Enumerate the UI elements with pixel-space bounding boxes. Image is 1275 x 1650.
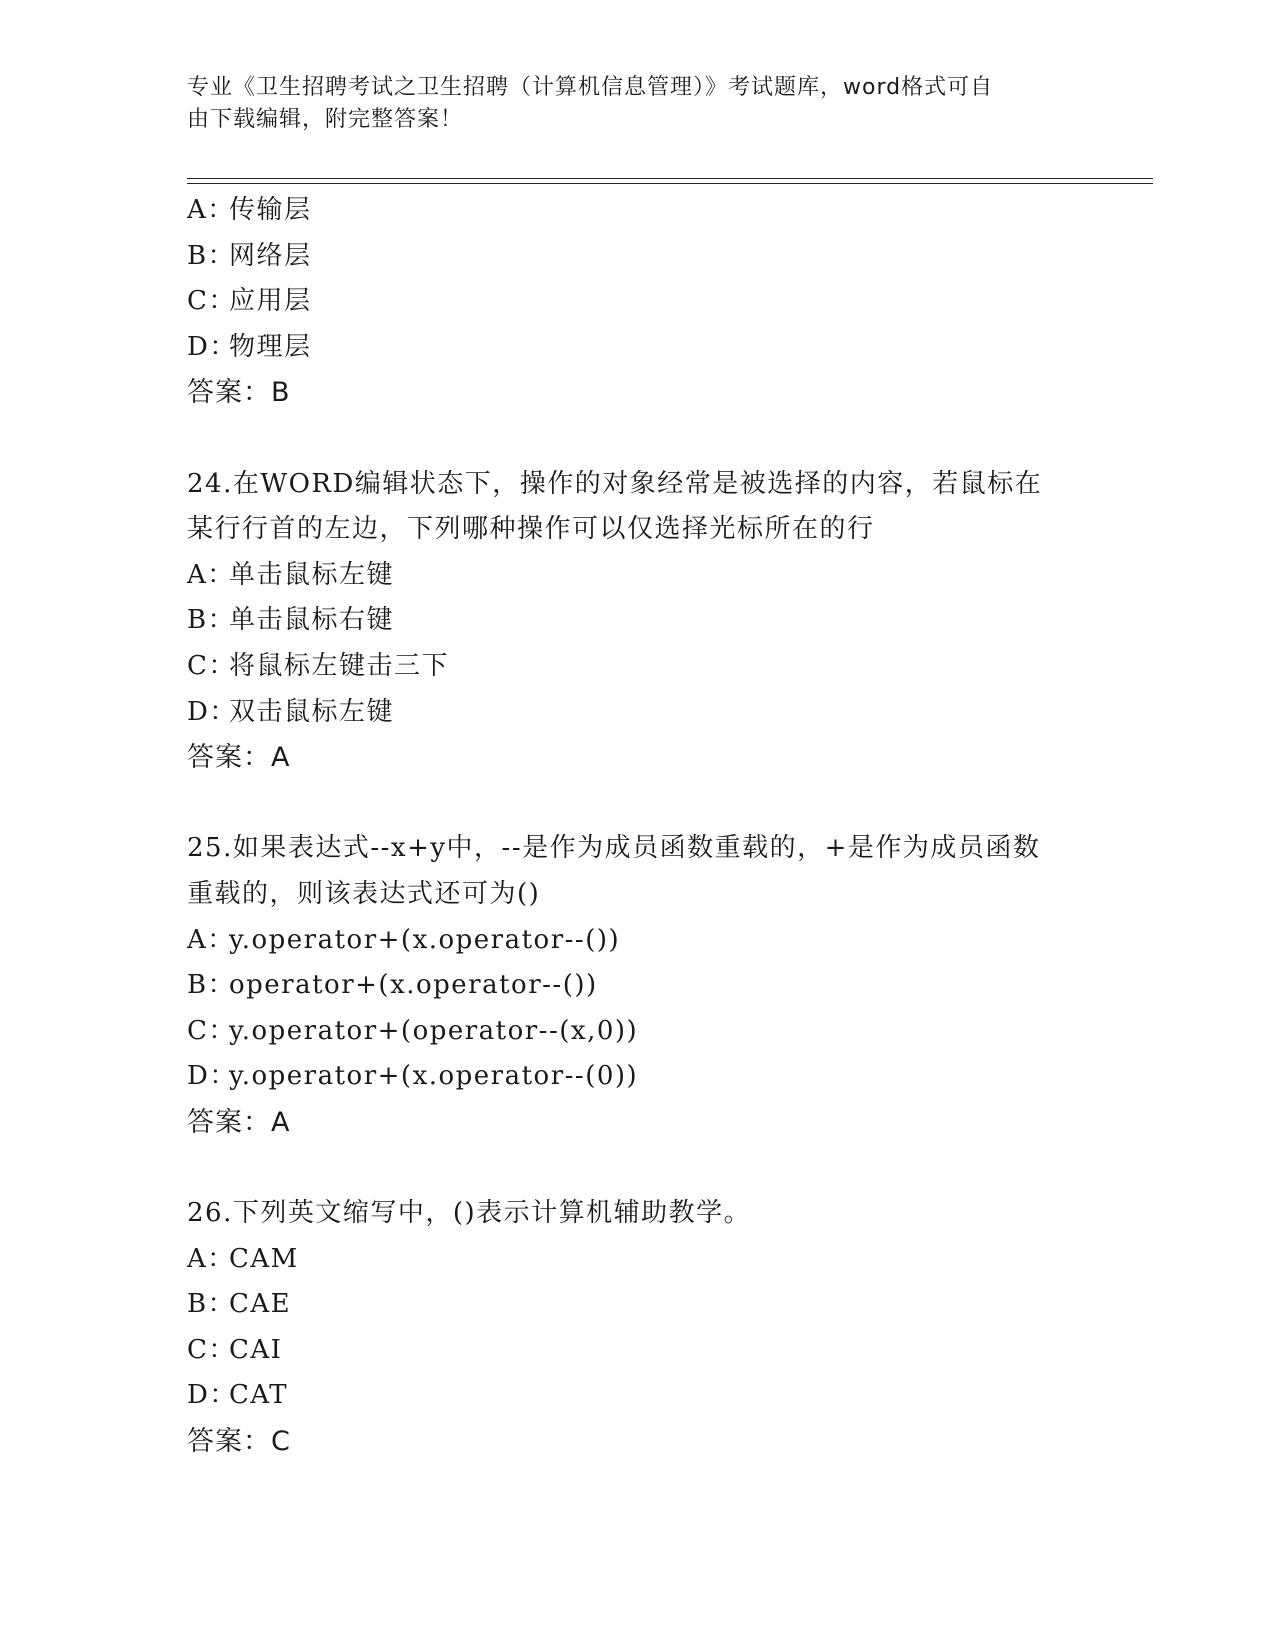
option-label: D：: [187, 1380, 237, 1411]
header-line-1: 专业《卫生招聘考试之卫生招聘（计算机信息管理）》考试题库，word格式可自: [187, 75, 994, 100]
question-stem-line-1: 25.如果表达式--x+y中，--是作为成员函数重载的，+是作为成员函数: [187, 833, 1041, 864]
question-24: [187, 462, 1127, 781]
option-text: CAT: [229, 1380, 289, 1411]
option-c: [187, 1328, 1127, 1374]
option-text: 网络层: [229, 240, 312, 271]
option-a: [187, 188, 1127, 234]
option-label: C：: [187, 650, 236, 681]
option-d: [187, 1054, 1127, 1100]
question-list: [187, 188, 1127, 1465]
question-stem-line-1: 26.下列英文缩写中，()表示计算机辅助教学。: [187, 1198, 752, 1229]
header-line-2: 由下载编辑，附完整答案！: [187, 107, 464, 132]
option-d: [187, 690, 1127, 736]
answer-line: 答案：A: [187, 742, 291, 774]
option-b: [187, 234, 1127, 280]
option-label: C：: [187, 286, 236, 317]
option-label: B：: [187, 605, 236, 636]
option-text: operator+(x.operator--()): [229, 970, 598, 1001]
option-label: A：: [187, 559, 235, 590]
question-stem-line-2: 重载的，则该表达式还可为(): [187, 878, 541, 909]
option-text: CAM: [229, 1243, 299, 1274]
header-rule-top: [187, 178, 1153, 179]
option-label: C：: [187, 1015, 236, 1046]
option-text: y.operator+(operator--(x,0)): [229, 1015, 639, 1046]
option-d: [187, 325, 1127, 371]
option-text: 物理层: [229, 331, 312, 362]
header-rule-bottom: [187, 183, 1153, 184]
answer-line: 答案：B: [187, 377, 291, 409]
question-23: [187, 188, 1127, 416]
document-header: [187, 72, 1067, 136]
option-label: B：: [187, 240, 236, 271]
option-b: [187, 963, 1127, 1009]
option-b: [187, 598, 1127, 644]
option-b: [187, 1282, 1127, 1328]
question-26: [187, 1191, 1127, 1465]
option-a: [187, 553, 1127, 599]
question-25: [187, 826, 1127, 1145]
question-gap: [187, 781, 1127, 827]
question-stem-line-2: 某行行首的左边，下列哪种操作可以仅选择光标所在的行: [187, 514, 875, 545]
option-text: y.operator+(x.operator--()): [229, 924, 621, 955]
option-label: A：: [187, 195, 235, 225]
option-label: B：: [187, 970, 236, 1001]
option-text: 传输层: [229, 195, 312, 225]
option-text: 单击鼠标右键: [229, 605, 395, 636]
option-text: y.operator+(x.operator--(0)): [229, 1061, 639, 1092]
option-text: 双击鼠标左键: [229, 696, 395, 727]
option-label: D：: [187, 1061, 237, 1092]
option-text: 单击鼠标左键: [229, 559, 395, 590]
question-gap: [187, 416, 1127, 462]
option-a: [187, 918, 1127, 964]
answer-line: 答案：A: [187, 1106, 291, 1138]
option-c: [187, 279, 1127, 325]
question-gap: [187, 1145, 1127, 1191]
option-label: C：: [187, 1334, 236, 1365]
option-text: CAE: [229, 1289, 292, 1320]
option-c: [187, 1009, 1127, 1055]
option-label: A：: [187, 1243, 235, 1274]
question-stem-line-1: 24.在WORD编辑状态下，操作的对象经常是被选择的内容，若鼠标在: [187, 468, 1043, 499]
option-label: D：: [187, 331, 237, 362]
option-text: 将鼠标左键击三下: [229, 650, 450, 681]
option-label: B：: [187, 1289, 236, 1320]
option-label: D：: [187, 696, 237, 727]
option-text: CAI: [229, 1334, 283, 1365]
option-text: 应用层: [229, 286, 312, 317]
option-a: [187, 1237, 1127, 1283]
answer-line: 答案：C: [187, 1426, 291, 1458]
option-label: A：: [187, 924, 235, 955]
option-c: [187, 644, 1127, 690]
option-d: [187, 1373, 1127, 1419]
